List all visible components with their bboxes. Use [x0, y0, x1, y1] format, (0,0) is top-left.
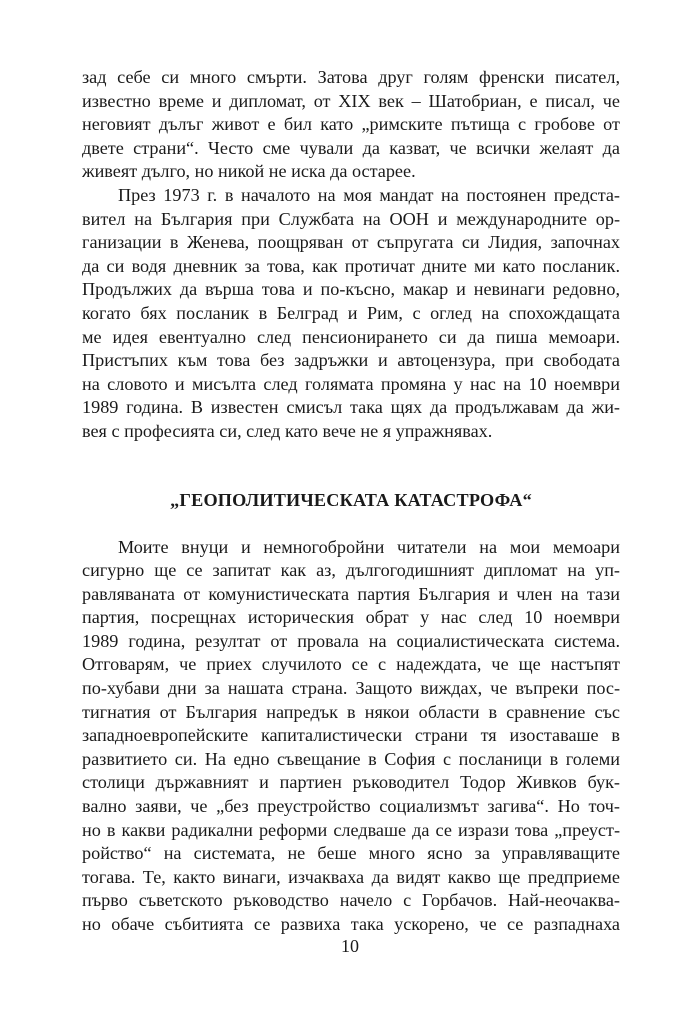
text-line: вално заяви, че „без преустройство социализмът загива“. Но точ-	[82, 796, 620, 817]
text-line: сигурно ще се запитат как аз, дългогодишният дипломат на уп-	[82, 560, 620, 581]
text-line: първо съветското ръководство начело с Горбачов. Най-неочаква-	[82, 890, 620, 911]
text-line: развитието си. На едно съвещание в София с посланици в големи	[82, 748, 620, 769]
text-line: на словото и мисълта след голямата промяна у нас на 10 ноември	[82, 373, 620, 394]
text-line: зад себе си много смърти. Затова друг голям френски писател,	[82, 67, 620, 87]
paragraph-3	[82, 536, 620, 937]
text-line: по-хубави дни за нашата страна. Защото виждах, че въпреки пос-	[82, 678, 620, 699]
text-line: когато бях посланик в Белград и Рим, с оглед на спохождащата	[82, 302, 620, 323]
text-line: живеят дълго, но никой не иска да остарее.	[82, 161, 416, 182]
text-line: 1989 година, резултат от провала на социалистическата система.	[82, 630, 620, 651]
text-line: неговият дълъг живот е бил като „римските пътища с гробове от	[82, 114, 620, 135]
section-heading: „ГЕОПОЛИТИЧЕСКАТА КАТАСТРОФА“	[170, 489, 532, 510]
text-line: тигнатия от България напредък в някои области в сравнение със	[82, 701, 620, 722]
text-line: Пристъпих към това без задръжки и автоцензура, при свободата	[82, 350, 620, 371]
text-line: ме идея евентуално след пенсионирането си да пиша мемоари.	[82, 326, 620, 347]
paragraph-2	[82, 184, 620, 444]
text-line: равляваната от комунистическата партия България и член на тази	[82, 583, 620, 604]
text-line: ройство“ на системата, не беше много ясно за управляващите	[82, 843, 620, 864]
text-line: Отговарям, че приех случилото се с надеждата, че ще настъпят	[82, 654, 620, 675]
text-line: но в какви радикални реформи следваше да се изрази това „преуст-	[82, 819, 620, 840]
text-line: да си водя дневник за това, как протичат дните ми като посланик.	[82, 255, 620, 276]
text-line: известно време и дипломат, от XIX век – Шатобриан, е писал, че	[82, 90, 620, 111]
text-line: вител на България при Службата на ООН и международните ор-	[82, 208, 620, 229]
text-line: През 1973 г. в началото на моя мандат на постоянен предста-	[118, 184, 620, 205]
text-line: Продължих да върша това и по-късно, макар и невинаги редовно,	[82, 279, 620, 300]
text-line: но обаче събитията се развиха така ускорено, че се разпаднаха	[82, 914, 620, 934]
text-line: партия, посрещнах историческия обрат у нас след 10 ноември	[82, 607, 620, 628]
text-line: ганизации в Женева, поощряван от съпругата си Лидия, започнах	[82, 232, 620, 253]
text-line: тогава. Те, както винаги, изчакваха да видят какво ще предприеме	[82, 866, 620, 887]
text-line: двете страни“. Често сме чували да казват, че всички желаят да	[82, 137, 620, 158]
paragraph-1	[82, 66, 620, 184]
text-line: Моите внуци и немногобройни читатели на мои мемоари	[118, 536, 620, 557]
page-body	[82, 66, 620, 937]
text-line: 1989 година. В известен смисъл така щях да продължавам да жи-	[82, 397, 620, 418]
text-line: столици държавният и партиен ръководител Тодор Живков бук-	[82, 772, 620, 793]
heading-spacer	[82, 512, 620, 536]
text-line: западноевропейските капиталистически страни тя изоставаше в	[82, 725, 620, 746]
text-line: вея с професията си, след като вече не я упражнявах.	[82, 420, 493, 441]
page-number: 10	[341, 936, 359, 956]
